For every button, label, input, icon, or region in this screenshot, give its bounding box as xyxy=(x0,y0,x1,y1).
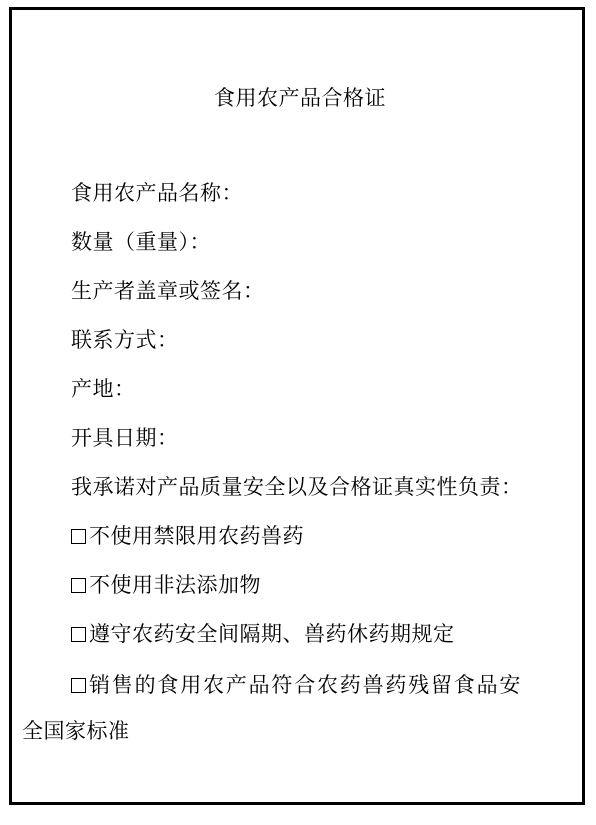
producer-seal-label: 生产者盖章或签名： xyxy=(71,279,265,303)
checkbox-icon[interactable] xyxy=(71,529,86,544)
checkbox-label: 不使用禁限用农药兽药 xyxy=(89,524,304,548)
certificate-border xyxy=(9,7,585,805)
checkbox-icon[interactable] xyxy=(71,627,86,642)
contact-label: 联系方式： xyxy=(71,328,179,352)
certificate-title: 食用农产品合格证 xyxy=(214,86,386,110)
checkbox-icon[interactable] xyxy=(71,578,86,593)
checkbox-label: 销售的食用农产品符合农药兽药残留食品安 xyxy=(89,673,523,697)
checkbox-item-no-banned-drugs[interactable] xyxy=(71,520,304,550)
checkbox-label: 不使用非法添加物 xyxy=(89,573,261,597)
checkbox-label: 遵守农药安全间隔期、兽药休药期规定 xyxy=(89,622,455,646)
checkbox-item-no-illegal-additives[interactable] xyxy=(71,569,261,599)
checkbox-label-continuation: 全国家标准 xyxy=(22,719,130,743)
checkbox-icon[interactable] xyxy=(71,678,86,693)
checkbox-item-withdrawal-period[interactable] xyxy=(71,618,455,648)
checkbox-item-residue-standard[interactable] xyxy=(71,669,522,699)
origin-label: 产地： xyxy=(71,377,136,401)
issue-date-label: 开具日期： xyxy=(71,426,179,450)
product-name-label: 食用农产品名称： xyxy=(71,181,243,205)
commitment-statement: 我承诺对产品质量安全以及合格证真实性负责： xyxy=(71,475,523,499)
quantity-label: 数量（重量）： xyxy=(71,230,211,254)
